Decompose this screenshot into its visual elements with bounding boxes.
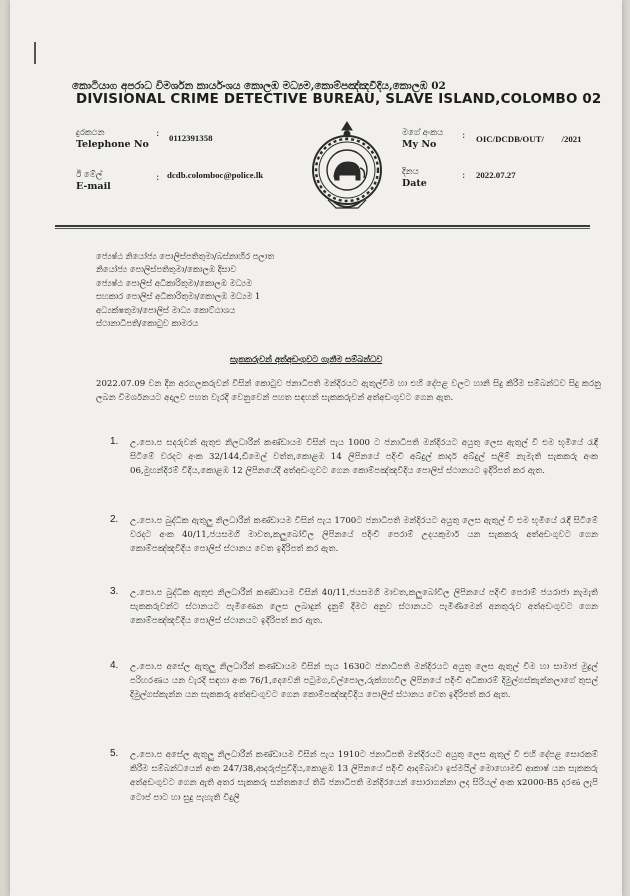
- header-title-sinhala: කොටියාග අපරාධ විමර්ශන කාර්යංශය කොලඹ මධ්‍යම,කොම්පඤ්ඤවීදිය,කොලඹ 02: [72, 80, 446, 92]
- telephone-value: 0112391358: [169, 133, 213, 143]
- date-value: 2022.07.27: [476, 170, 516, 180]
- list-item-number: 2.: [110, 514, 119, 525]
- header-divider: [55, 225, 590, 227]
- telephone-label-sinhala: දුරකථන: [76, 128, 105, 138]
- list-item-number: 4.: [110, 660, 119, 671]
- my-no-label-english: My No: [402, 139, 437, 150]
- email-label-english: E-mail: [76, 181, 111, 192]
- telephone-label: [76, 128, 149, 150]
- header-title-english: DIVISIONAL CRIME DETECTIVE BUREAU, SLAVE ISLAND,COLOMBO 02: [76, 92, 602, 107]
- addressee-line: නියෝජ්‍ය පොලිස්පතිතුමා/කොලඹ දිසාව: [96, 264, 237, 275]
- telephone-label-english: Telephone No: [76, 139, 149, 150]
- police-emblem: [306, 118, 388, 216]
- list-item-number: 5.: [110, 748, 119, 759]
- my-no-label-sinhala: මගේ අංකය: [402, 128, 444, 138]
- list-item-text: උ.පො.ප සදරුවන් ඇතුළු නිලධාරීන් කණ්ඩායම විසින් පැය 1000 ට ජනාධිපති මන්දිරයට අයුතු ලෙස ඇතුල් වී එම භූමියේ රැඳී සිටීමේ වරදට අංක 32/144,ඩීමෙල් වත්ත,කොළඹ 14 ලිපිනයේ පදිංචි අබ්දුල් කාදර් අබ්දුල් සලීම් නැමැති සැකකරු අංක 06,මුහන්දිරම් වීදිය,කොළඹ 12 ලිපිනයේදී අත්අඩංගුවට ගෙන කොම්පඤ්ඤවීදිය පොලිස් ස්ථානයට ඉදිරිපත් කර ඇත.: [130, 438, 598, 477]
- addressee-list: [96, 250, 274, 330]
- email-value: dcdb.colomboc@police.lk: [167, 170, 264, 180]
- header-divider-thin: [55, 228, 590, 229]
- colon-mark: :: [156, 172, 160, 183]
- email-label-sinhala: ඊ මේල්: [76, 170, 103, 180]
- addressee-line: ජ්‍යෙෂ්ඨ නියෝජ්‍ය පොලිස්පතිතුමා/බස්නාහිර පලාත: [96, 251, 275, 261]
- addressee-line: ස්ථානාධිපති/කොටුව කාමරය: [96, 318, 199, 329]
- addressee-line: සහකාර පොලිස් අධිකාරිතුමා/කොලඹ මධ්‍යම 1: [96, 291, 261, 302]
- list-item-number: 3.: [110, 586, 119, 597]
- colon-mark: :: [462, 130, 466, 141]
- addressee-line: අධ්‍යක්ෂතුමා/පොලිස් මාධ්‍ය කොට්ඨාශය: [96, 304, 236, 315]
- list-item-number: 1.: [110, 436, 119, 447]
- margin-mark: [34, 42, 36, 64]
- subject-heading: සැකකරුවන් අත්අඩංගුවට ගැනීම සම්බන්ධව: [230, 354, 383, 364]
- intro-paragraph: 2022.07.09 වන දින අරගලකරුවන් විසින් කොටුව ජනාධිපති මන්දිරයට ඇතුල්වීම හා එහි දේපළ වලට හානි සිදු කිරීම සම්බන්ධව සිදු කරනු ලබන විමර්ශනයට අදාලව පහත වැරදි වෙනුවෙන් පහත සඳහන් සැකකරුවන් අත්අඩංගුවට ගෙන ඇත.: [96, 379, 601, 403]
- date-label-sinhala: දිනය: [402, 167, 419, 177]
- colon-mark: :: [462, 170, 466, 181]
- list-item-text: උ.පො.ප අසේල ඇතුලු නිලධාරීන් කණ්ඩායම විසින් පැය 1630ට ජනාධිපති මන්දිරයට අයුතු ලෙස ඇතුල් වීම හා සාමාජ මුද්‍රල් පරිහරණය යන වැරදි සඳහා අංක 76/1,දෙවෙනි පටුමග,වල්පොල,රුක්ගහවිල ලිපිනයේ පදිංචි අධිකාරම් දිමුල්ගස්කැන්නලාගේ තුසල් දිමුල්ගස්කැන්න යන සැකකරු අත්අඩංගුවට ගෙන කොම්පඤ්ඤවීදිය පොලිස් ස්ථානය වෙත ඉදිරිපත් කර ඇත.: [130, 662, 598, 701]
- email-label: [76, 170, 111, 192]
- date-label-english: Date: [402, 178, 427, 189]
- colon-mark: :: [156, 128, 160, 139]
- my-no-value: OIC/DCDB/OUT/ /2021: [476, 134, 582, 144]
- document-page: [10, 0, 622, 896]
- list-item-text: උ.පො.ප බුද්ධික ඇතුළු නිලධාරීන් කණ්ඩායම විසින් 40/11,ජයසමගි මාවත,කලුබෝවිල ලිපිනයේ පදිංචි පෙරාම් ජයරාජා නැමැති සැකකරුවන්ට ස්ථානයට පැමිණෙන ලෙස ලබාදුන් දැනුම් දීමට අනුව ස්ථානයට පැමිණීමෙන් අනතුරුව අත්අඩංගුවට ගෙන කොම්පඤ්ඤවීදිය පොලිස් ස්ථානයට ඉදිරිපත් කර ඇත.: [130, 588, 598, 627]
- addressee-line: ජ්‍යෙෂ්ඨ පොලිස් අධිකාරිතුමා/කොලඹ මධ්‍යම: [96, 277, 253, 288]
- date-label: [402, 167, 427, 189]
- list-item-text: උ.පො.ප අසේල ඇතුලු නිලධාරීන් කණ්ඩායම විසින් පැය 1910ට ජනාධිපති මන්දිරයට අයුතු ලෙස ඇතුල් වී එහි දේපළ සොරකම් කිරීම සම්බන්ධයෙන් අංක 247/38,ආදරුප්පුවීදිය,කොළඹ 13 ලිපිනයේ පදිංචි ආදම්බාවා ඉස්මයිල් මොහොමඩ් ආකාෂ් යන සැකකරු අත්අඩංගුවට ගෙන ඇති අතර සැකකරු සන්තකයේ තිබී ජනාධිපති මන්දිරයෙන් සොරාගන්නා ලද සිරියල් අංක x2000-B5 දරණ ලැපි ටොප් පාට හා සුදු පැහැති විදුලි: [130, 750, 598, 803]
- list-item-text: උ.පො.ප බුද්ධික ඇතුලු නිලධාරීන් කණ්ඩායම විසින් පැය 1700ට ජනාධිපති මන්දිරයට අයුතු ලෙස ඇතුල් වී එම භූමියේ රැඳී සිටීමේ වරදට අංක 40/11,ජයසමගි මාවත,කලුබෝවිල ලිපිනයේ පදිංචි පෙරාම් උදයකුමාර් යන සැකකරු අත්අඩංගුවට ගෙන කොම්පඤ්ඤවීදිය පොලිස් ස්ථානය වෙත ඉදිරිපත් කර ඇත.: [130, 516, 598, 555]
- my-no-label: [402, 128, 443, 150]
